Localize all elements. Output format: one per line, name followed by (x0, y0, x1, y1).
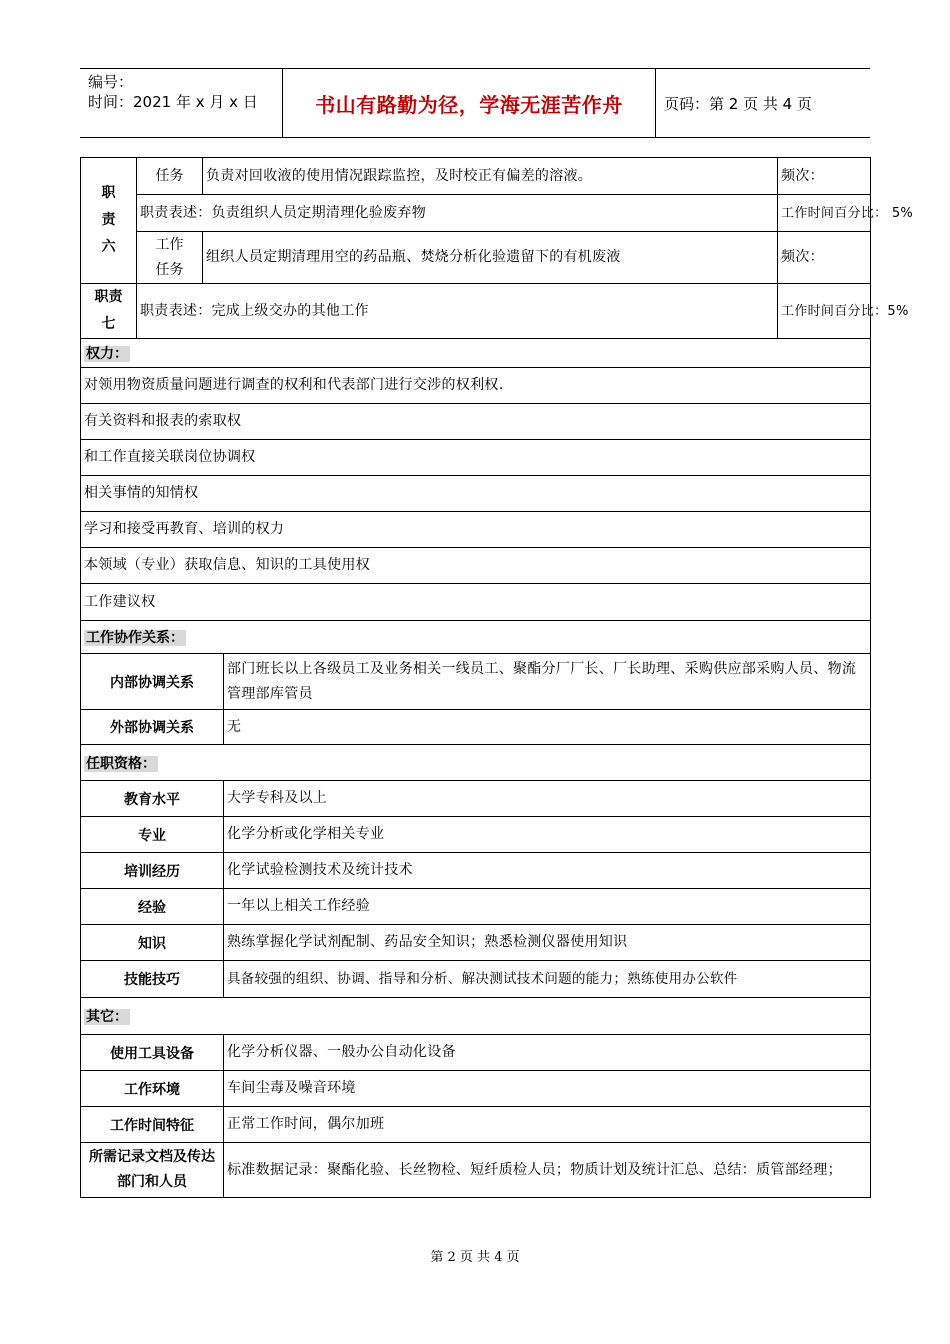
duty6-desc: 职责表述：负责组织人员定期清理化验废弃物 (137, 195, 778, 232)
duty6-task2-label: 工作任务 (137, 232, 203, 284)
other-row (81, 1143, 871, 1198)
rights-item-row (81, 440, 871, 476)
qualification-value: 化学试验检测技术及统计技术 (224, 853, 871, 889)
other-label: 使用工具设备 (81, 1035, 224, 1071)
rights-title: 权力： (81, 339, 871, 368)
other-value: 标准数据记录：聚酯化验、长丝物检、短纤质检人员；物质计划及统计汇总、总结：质管部经理； (224, 1143, 871, 1198)
qualification-row (81, 961, 871, 998)
internal-coordination-row (81, 654, 871, 710)
rights-item-row (81, 476, 871, 512)
duty6-task2-row (81, 232, 871, 284)
page-header (80, 68, 870, 138)
qualification-row (81, 925, 871, 961)
duty6-time-pct: 工作时间百分比： 5% (778, 195, 871, 232)
qualification-label: 培训经历 (81, 853, 224, 889)
qualification-value: 一年以上相关工作经验 (224, 889, 871, 925)
other-row (81, 1107, 871, 1143)
rights-item: 有关资料和报表的索取权 (81, 404, 871, 440)
duty6-task1-text: 负责对回收液的使用情况跟踪监控，及时校正有偏差的溶液。 (203, 158, 778, 195)
qualification-label: 经验 (81, 889, 224, 925)
header-motto-cell (282, 69, 656, 137)
other-value: 正常工作时间，偶尔加班 (224, 1107, 871, 1143)
qualification-row (81, 817, 871, 853)
other-value: 车间尘毒及噪音环境 (224, 1071, 871, 1107)
time-label: 时间：2021 年 x 月 x 日 (88, 93, 258, 111)
rights-item-row (81, 404, 871, 440)
qualification-row (81, 781, 871, 817)
qualification-value: 具备较强的组织、协调、指导和分析、解决测试技术问题的能力；熟练使用办公软件 (224, 961, 871, 998)
qualification-value: 化学分析或化学相关专业 (224, 817, 871, 853)
duty7-label: 职责七 (81, 284, 137, 339)
rights-item-row (81, 584, 871, 621)
cooperation-title: 工作协作关系： (81, 621, 871, 654)
qualification-label: 知识 (81, 925, 224, 961)
internal-coordination-text: 部门班长以上各级员工及业务相关一线员工、聚酯分厂厂长、厂长助理、采购供应部采购人员、物流管理部库管员 (224, 654, 871, 710)
other-row (81, 1035, 871, 1071)
rights-item: 相关事情的知情权 (81, 476, 871, 512)
duty6-label: 职责六 (81, 158, 137, 284)
rights-item: 对领用物资质量问题进行调查的权利和代表部门进行交涉的权利权. (81, 368, 871, 404)
other-label: 工作环境 (81, 1071, 224, 1107)
qualification-label: 专业 (81, 817, 224, 853)
qualification-value: 熟练掌握化学试剂配制、药品安全知识；熟悉检测仪器使用知识 (224, 925, 871, 961)
duty6-desc-row (81, 195, 871, 232)
rights-section-row (81, 339, 871, 368)
rights-item: 工作建议权 (81, 584, 871, 621)
other-row (81, 1071, 871, 1107)
duty6-task1-label: 任务 (137, 158, 203, 195)
rights-item: 学习和接受再教育、培训的权力 (81, 512, 871, 548)
page-code: 页码：第 2 页 共 4 页 (664, 94, 812, 113)
external-coordination-label: 外部协调关系 (81, 710, 224, 745)
rights-item: 本领域（专业）获取信息、知识的工具使用权 (81, 548, 871, 584)
header-page-cell (656, 69, 870, 137)
other-label: 工作时间特征 (81, 1107, 224, 1143)
motto: 书山有路勤为径，学海无涯苦作舟 (315, 92, 623, 117)
other-section-row (81, 998, 871, 1035)
duty6-task1-freq: 频次： (778, 158, 871, 195)
qualification-row (81, 889, 871, 925)
qualification-value: 大学专科及以上 (224, 781, 871, 817)
rights-item: 和工作直接关联岗位协调权 (81, 440, 871, 476)
external-coordination-text: 无 (224, 710, 871, 745)
external-coordination-row (81, 710, 871, 745)
rights-item-row (81, 368, 871, 404)
number-label: 编号： (88, 73, 134, 91)
qualification-label: 技能技巧 (81, 961, 224, 998)
qualification-section-row (81, 745, 871, 781)
other-value: 化学分析仪器、一般办公自动化设备 (224, 1035, 871, 1071)
rights-item-row (81, 512, 871, 548)
duty7-row (81, 284, 871, 339)
duty6-task2-text: 组织人员定期清理用空的药品瓶、焚烧分析化验遗留下的有机废液 (203, 232, 778, 284)
cooperation-section-row (81, 621, 871, 654)
internal-coordination-label: 内部协调关系 (81, 654, 224, 710)
rights-item-row (81, 548, 871, 584)
other-label: 所需记录文档及传达部门和人员 (81, 1143, 224, 1198)
duty7-time-pct: 工作时间百分比：5% (778, 284, 871, 339)
header-meta (80, 69, 282, 137)
duty6-task2-freq: 频次： (778, 232, 871, 284)
page-footer: 第 2 页 共 4 页 (430, 1250, 520, 1265)
duty7-desc: 职责表述：完成上级交办的其他工作 (137, 284, 778, 339)
job-description-table (80, 157, 914, 1198)
other-title: 其它： (81, 998, 871, 1035)
qualification-title: 任职资格： (81, 745, 871, 781)
qualification-row (81, 853, 871, 889)
qualification-label: 教育水平 (81, 781, 224, 817)
duty6-task1-row (81, 158, 871, 195)
